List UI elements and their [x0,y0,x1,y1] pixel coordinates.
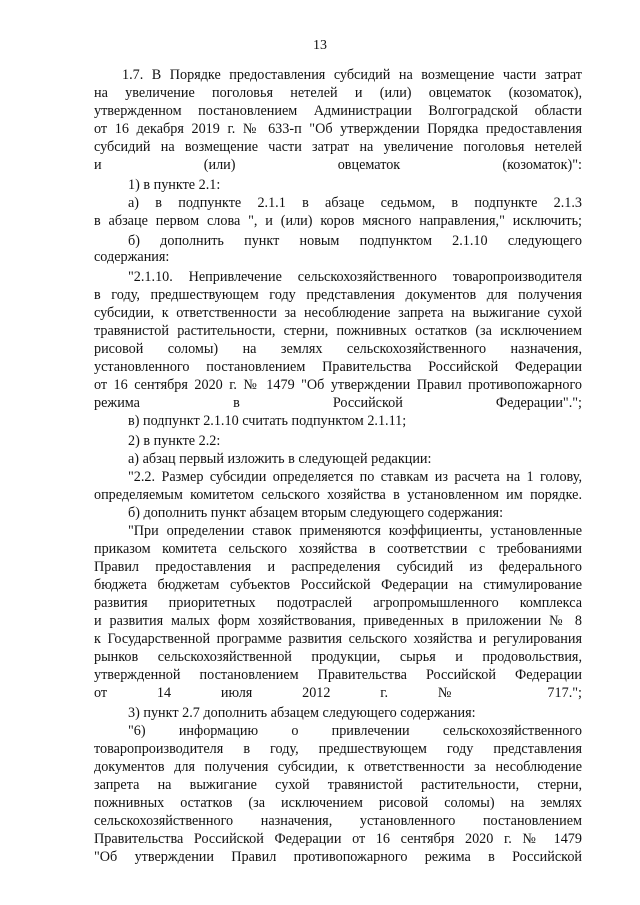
text-line: запрета на выжигание сухой травянистой растительности, стерни, [94,777,582,793]
text-line: "Об утверждении Правил противопожарного режима в Российской [94,849,582,865]
text-line: бюджета бюджетам субъектов Российской Федерации на стимулирование [94,577,582,593]
text-line: и развития малых форм хозяйствования, приведенных в приложении № 8 [94,613,582,629]
text-line: "При определении ставок применяются коэффициенты, установленные [128,523,582,539]
text-line: пожнивных остатков (за исключением рисовой соломы) на землях [94,795,582,811]
text-line: а) абзац первый изложить в следующей редакции: [128,451,432,467]
page-number: 13 [313,38,327,53]
text-line: развития приоритетных подотраслей агропромышленного комплекса [94,595,582,611]
text-line: от 14 июля 2012 г. № 717."; [94,685,582,701]
text-line: режима в Российской Федерации"."; [94,395,582,411]
text-line: б) дополнить пункт абзацем вторым следующего содержания: [128,505,504,521]
text-line: на увеличение поголовья нетелей и (или) овцематок (козоматок), [94,85,582,101]
text-line: в абзаце первом слова ", и (или) коров мясного направления," исключить; [94,213,582,229]
text-line: и (или) овцематок (козоматок)": [94,157,582,173]
text-line: а) в подпункте 2.1.1 в абзаце седьмом, в подпункте 2.1.3 [128,195,582,211]
text-line: от 16 сентября 2020 г. № 1479 "Об утверждении Правил противопожарного [94,377,582,393]
text-line: Правил предоставления и распределения субсидий из федерального [94,559,582,575]
text-line: от 16 декабря 2019 г. № 633-п "Об утверждении Порядка предоставления [94,121,582,137]
text-line: "6) информацию о привлечении сельскохозяйственного [128,723,582,739]
text-line: сельскохозяйственного назначения, установленного постановлением [94,813,582,829]
text-line: рынков сельскохозяйственной продукции, сырья и продовольствия, [94,649,582,665]
text-line: документов для получения субсидии, к ответственности за несоблюдение [94,759,582,775]
text-line: Правительства Российской Федерации от 16 сентября 2020 г. № 1479 [94,831,582,847]
text-line: 3) пункт 2.7 дополнить абзацем следующего содержания: [128,705,476,721]
text-line: 2) в пункте 2.2: [128,433,221,449]
text-line: приказом комитета сельского хозяйства в соответствии с требованиями [94,541,582,557]
text-line: травянистой растительности, стерни, пожнивных остатков (за исключением [94,323,582,339]
text-line: в году, предшествующем году представления документов для получения [94,287,582,303]
text-line: субсидии, к ответственности за несоблюдение запрета на выжигание сухой [94,305,582,321]
text-line: субсидий на возмещение части затрат на увеличение поголовья нетелей [94,139,582,155]
text-line: б) дополнить пункт новым подпунктом 2.1.10 следующего [128,233,582,249]
text-line: установленного постановлением Правительства Российской Федерации [94,359,582,375]
text-line: утвержденном постановлением Администрации Волгоградской области [94,103,582,119]
text-line: утвержденной постановлением Правительства Российской Федерации [94,667,582,683]
text-line: "2.1.10. Непривлечение сельскохозяйственного товаропроизводителя [128,269,582,285]
text-line: в) подпункт 2.1.10 считать подпунктом 2.1.11; [128,413,407,429]
text-line: 1.7. В Порядке предоставления субсидий на возмещение части затрат [122,67,582,83]
text-line: "2.2. Размер субсидии определяется по ставкам из расчета на 1 голову, [128,469,582,485]
text-line: определяемым комитетом сельского хозяйства в установленном им порядке. [94,487,582,503]
text-line: 1) в пункте 2.1: [128,177,221,193]
text-line: рисовой соломы) на землях сельскохозяйственного назначения, [94,341,582,357]
text-line: товаропроизводителя в году, предшествующем году представления [94,741,582,757]
text-line: к Государственной программе развития сельского хозяйства и регулирования [94,631,582,647]
text-line: содержания: [94,249,170,265]
